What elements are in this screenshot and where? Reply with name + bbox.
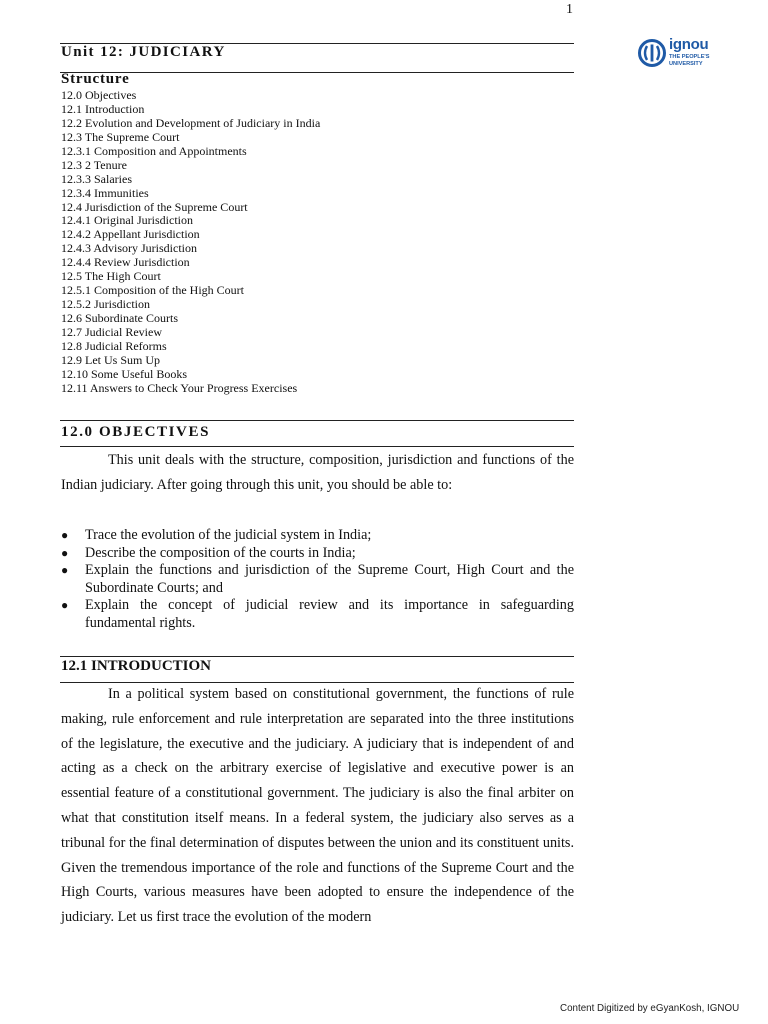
structure-item: 12.11 Answers to Check Your Progress Exercises: [61, 380, 298, 395]
introduction-heading: 12.1 INTRODUCTION: [61, 658, 212, 674]
structure-item: 12.2 Evolution and Development of Judiciary in India: [61, 115, 321, 130]
footer-credit: Content Digitized by eGyanKosh, IGNOU: [560, 1003, 740, 1014]
unit-title: Unit 12: JUDICIARY: [61, 44, 226, 60]
structure-item: 12.9 Let Us Sum Up: [61, 352, 160, 367]
bullet-icon: ●: [61, 598, 69, 613]
bullet-icon: ●: [61, 545, 69, 560]
structure-item: 12.4.2 Appellant Jurisdiction: [61, 227, 200, 242]
structure-item: 12.0 Objectives: [61, 88, 137, 102]
bullet-icon: ●: [61, 563, 69, 578]
introduction-rule-top: [60, 656, 574, 657]
structure-item: 12.5.1 Composition of the High Court: [61, 283, 244, 298]
objective-text: Describe the composition of the courts in India;: [85, 544, 356, 561]
structure-item: 12.4.1 Original Jurisdiction: [61, 213, 193, 228]
logo-tagline-1: THE PEOPLE'S: [669, 54, 710, 60]
objectives-intro: This unit deals with the structure, composition, jurisdiction and functions of the Indian judiciary. After going through this unit, you should be able to:: [61, 452, 574, 493]
structure-item: 12.3 2 Tenure: [61, 157, 127, 172]
logo-tagline-2: UNIVERSITY: [669, 61, 703, 67]
objective-item: [61, 527, 574, 545]
page-number: 1: [566, 2, 573, 17]
objectives-heading: 12.0 OBJECTIVES: [61, 424, 211, 440]
objective-text: Explain the functions and jurisdiction of the Supreme Court, High Court and the Subordinate Courts; and: [85, 562, 574, 596]
objectives-bullets: [61, 527, 574, 633]
structure-item: 12.8 Judicial Reforms: [61, 338, 167, 353]
structure-item: 12.6 Subordinate Courts: [61, 311, 178, 325]
objective-text: Trace the evolution of the judicial system in India;: [85, 527, 372, 543]
structure-item: 12.1 Introduction: [61, 101, 145, 116]
structure-item: 12.4.3 Advisory Jurisdiction: [61, 241, 198, 256]
objectives-rule-top: [60, 420, 574, 421]
bullet-icon: ●: [61, 528, 69, 542]
objective-text: Explain the concept of judicial review and its importance in safeguarding fundamental rights.: [85, 597, 574, 631]
objective-item: [61, 562, 574, 597]
objective-item: [61, 545, 574, 563]
objective-item: [61, 597, 574, 632]
structure-item: 12.10 Some Useful Books: [61, 366, 187, 381]
introduction-text: In a political system based on constitutional government, the functions of rule making, rule enforcement and rule interpretation are separated into the three institutions of the legislature, the executive and the judiciary. A judiciary that is independent of and acting as a check on the arbitrary exercise of legislative and executive power is an essential feature of a constitutional government. The judiciary is also the final arbiter on what that constitution itself means. In a federal system, the judiciary also serves as a tribunal for the final determination of disputes between the union and its constituent units. Given the tremendous importance of the role and functions of the Supreme Court and the High Courts, various measures have been adopted to ensure the independence of the judiciary. Let us first trace the evolution of the modern: [61, 686, 574, 926]
structure-item: 12.5.2 Jurisdiction: [61, 297, 150, 312]
structure-item: 12.4 Jurisdiction of the Supreme Court: [61, 199, 248, 214]
objectives-rule-bottom: [60, 446, 574, 447]
header-rule-bottom: [60, 72, 574, 73]
structure-item: 12.5 The High Court: [61, 269, 161, 284]
structure-list: [61, 89, 320, 396]
structure-item: 12.3.3 Salaries: [61, 171, 132, 186]
structure-item: 12.7 Judicial Review: [61, 324, 162, 339]
structure-item: 12.3 The Supreme Court: [61, 129, 180, 144]
structure-heading: Structure: [61, 71, 130, 87]
structure-item: 12.3.1 Composition and Appointments: [61, 143, 247, 158]
ignou-logo: [638, 38, 718, 72]
ignou-emblem-icon: [638, 38, 666, 68]
logo-wordmark: ignou: [669, 36, 709, 53]
structure-item: 12.4.4 Review Jurisdiction: [61, 255, 190, 270]
structure-item: 12.3.4 Immunities: [61, 185, 149, 200]
